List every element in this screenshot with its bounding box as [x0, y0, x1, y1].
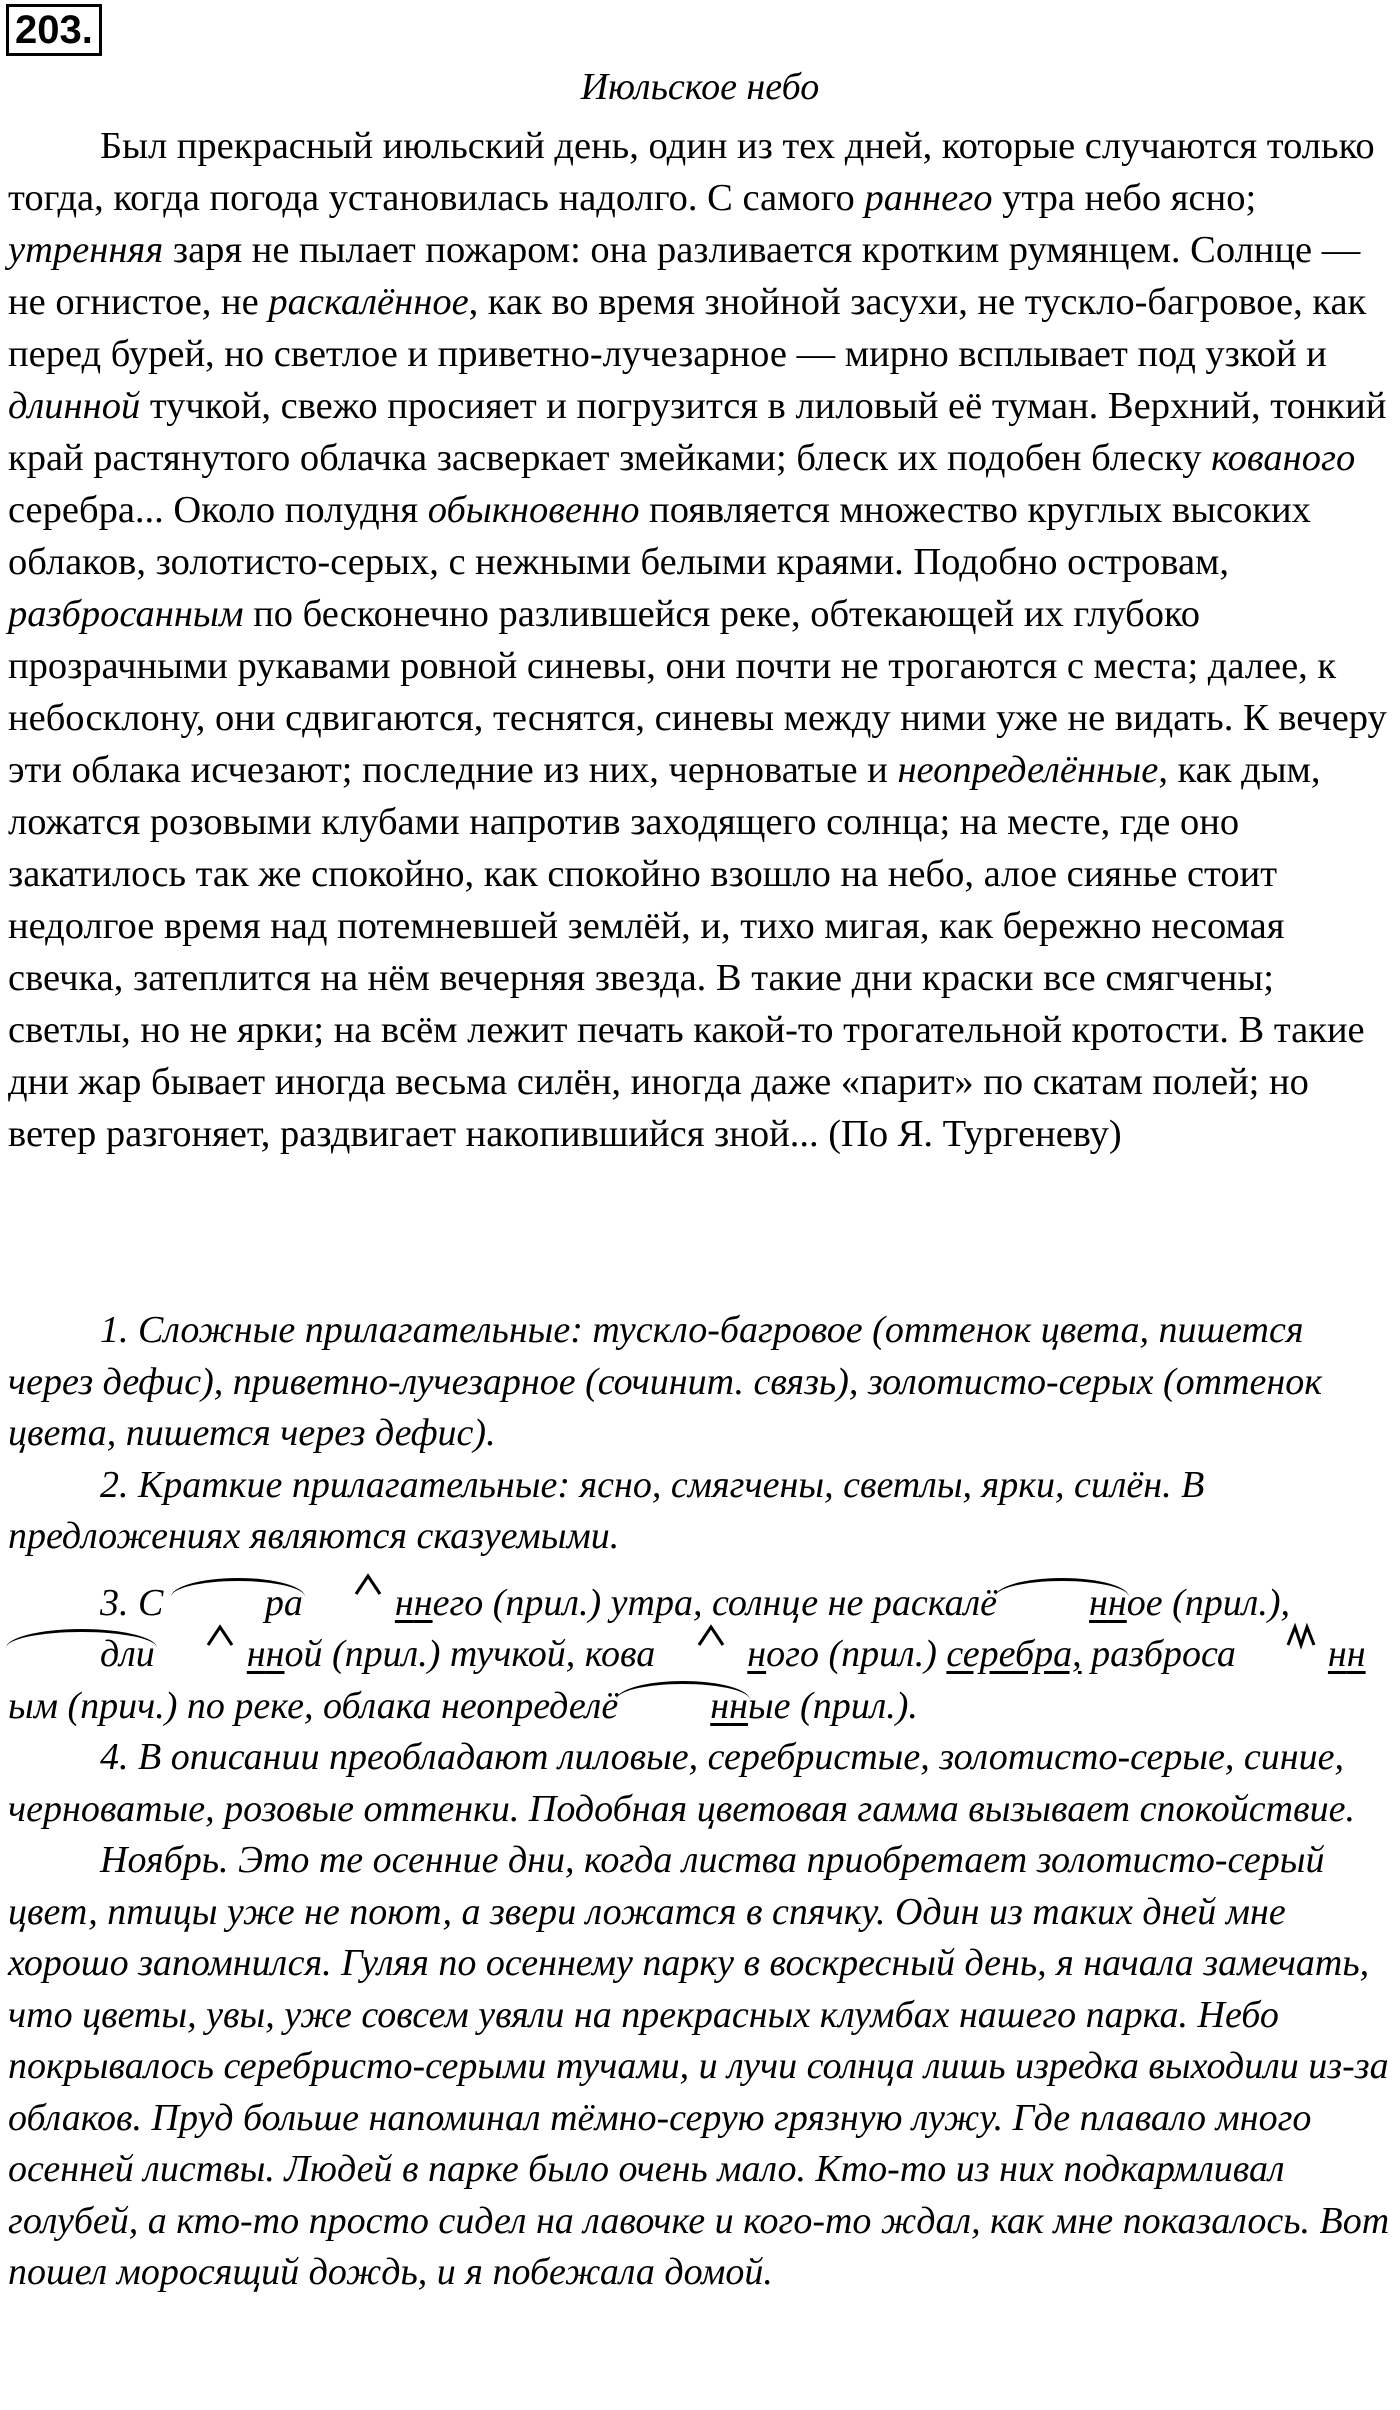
highlighted-word: длинной — [8, 385, 141, 427]
underlined-word: серебра, — [946, 1633, 1082, 1675]
exercise-number: 203. — [6, 4, 102, 56]
main-paragraph — [8, 120, 1392, 1160]
highlighted-word: раскалённое — [268, 281, 469, 323]
main-text — [8, 120, 1392, 1160]
answer-2: 2. Краткие прилагательные: ясно, смягчены, светлы, ярки, силён. В предложениях являются сказуемыми. — [8, 1463, 1205, 1557]
answer-4: 4. В описании преобладают лиловые, серебристые, золотисто-серые, синие, черноватые, розовые оттенки. Подобная цветовая гамма вызывает спокойствие. — [8, 1736, 1355, 1830]
text-segment: Был прекрасный июльский день, один из тех дней, которые случаются только тогда, когда погода установилась надолго. С самого — [8, 125, 1375, 219]
highlighted-word: разбросанным — [8, 593, 244, 635]
suffix-mark: нн — [997, 1578, 1127, 1630]
answer-3: 3. С ра ннего (прил.) утра, солнце не раскалё нное (прил.), дли нной (прил.) тучкой, кова ного (прил.) серебра, разброса нным (прич.) по реке, облака неопределё нные (прил.). — [8, 1578, 1392, 1733]
highlighted-word: обыкновенно — [427, 489, 640, 531]
suffix-mark: н — [655, 1629, 766, 1681]
morpheme-root-mark: дли — [8, 1629, 155, 1681]
text-segment: серебра... Около полудня — [8, 489, 428, 531]
text-segment: тучкой, свежо просияет и погрузится в лиловый её туман. Верхний, тонкий край растянутого облачка засверкает змейками; блеск их подобен блеску — [8, 385, 1387, 479]
suffix-mark: нн — [618, 1681, 748, 1733]
text-segment: утра небо ясно; — [992, 177, 1257, 219]
highlighted-word: утренняя — [8, 229, 164, 271]
text-segment: по бесконечно разлившейся реке, обтекающей их глубоко прозрачными рукавами ровной синевы, они почти не трогаются с места; далее, к небосклону, они сдвигаются, теснятся, синевы между ними уже не видать. К вечеру эти облака исчезают; последние из них, черноватые и — [8, 593, 1387, 791]
suffix-mark: нн — [1236, 1629, 1366, 1681]
text-title: Июльское небо — [580, 66, 820, 108]
answers-block — [8, 1305, 1392, 2299]
suffix-mark: нн — [303, 1578, 433, 1630]
text-segment: , как дым, ложатся розовыми клубами напротив заходящего солнца; на месте, где оно закатилось так же спокойно, как спокойно взошло на небо, алое сиянье стоит недолгое время над потемневшей землёй, и, тихо мигая, как бережно несомая свечка, затеплится на нём вечерняя звезда. В такие дни краски все смягчены; светлы, но не ярки; на всём лежит печать какой-то трогательной кротости. В такие дни жар бывает иногда весьма силён, иногда даже «парит» по скатам полей; но ветер разгоняет, раздвигает накопившийся зной... (По Я. Тургеневу) — [8, 749, 1365, 1155]
suffix-mark: нн — [155, 1629, 285, 1681]
highlighted-word: раннего — [864, 177, 993, 219]
text-segment: заря не пылает пожаром: она разливается кротким румянцем. Солнце — не огнистое, не — [8, 229, 1361, 323]
highlighted-word: кованого — [1211, 437, 1356, 479]
morpheme-root-mark: ра — [173, 1578, 303, 1630]
answer-1: 1. Сложные прилагательные: тускло-багровое (оттенок цвета, пишется через дефис), приветно-лучезарное (сочинит. связь), золотисто-серых (оттенок цвета, пишется через дефис). — [8, 1309, 1323, 1454]
text-segment: , как во время знойной засухи, не тускло-багровое, как перед бурей, но светлое и приветно-лучезарное — мирно всплывает под узкой и — [8, 281, 1367, 375]
text-segment: появляется множество круглых высоких облаков, золотисто-серых, с нежными белыми краями. Подобно островам, — [8, 489, 1311, 583]
answer-5-essay: Ноябрь. Это те осенние дни, когда листва приобретает золотисто-серый цвет, птицы уже не поют, а звери ложатся в спячку. Один из таких дней мне хорошо запомнился. Гуляя по осеннему парку в воскресный день, я начала замечать, что цветы, увы, уже совсем увяли на прекрасных клумбах нашего парка. Небо покрывалось серебристо-серыми тучами, и лучи солнца лишь изредка выходили из-за облаков. Пруд больше напоминал тёмно-серую грязную лужу. Где плавало много осенней листвы. Людей в парке было очень мало. Кто-то из них подкармливал голубей, а кто-то просто сидел на лавочке и кого-то ждал, как мне показалось. Вот пошел моросящий дождь, и я побежала домой. — [8, 1839, 1390, 2293]
highlighted-word: неопределённые — [897, 749, 1159, 791]
